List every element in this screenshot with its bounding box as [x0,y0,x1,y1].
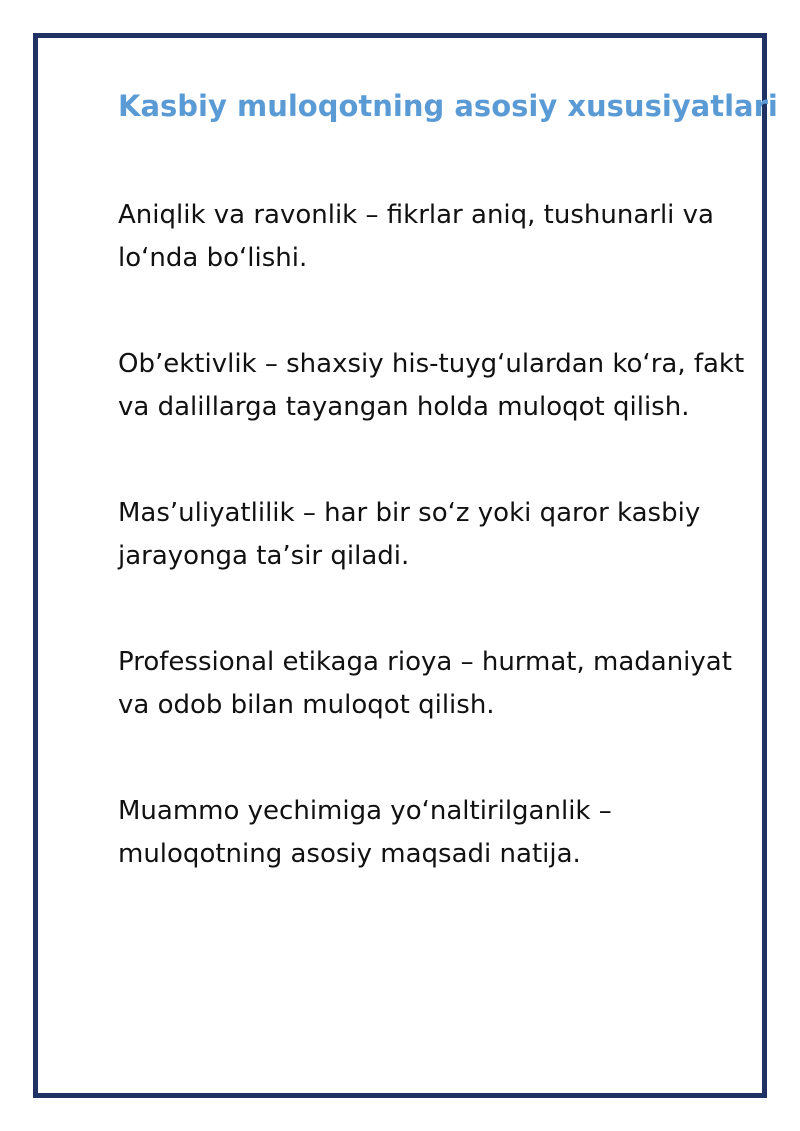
list-item-line: jarayonga ta’sir qiladi. [118,541,410,571]
document-title: Kasbiy muloqotning asosiy xususiyatlari [118,89,778,123]
list-item-line: muloqotning asosiy maqsadi natija. [118,839,581,869]
list-item-line: va dalillarga tayangan holda muloqot qilish. [118,392,690,422]
list-item [118,194,758,280]
list-item-line: Ob’ektivlik – shaxsiy his-tuyg‘ulardan ko‘ra, fakt [118,349,745,379]
page-border-frame [33,33,778,1098]
list-item [118,343,758,429]
list-item-line: Professional etikaga rioya – hurmat, madaniyat [118,647,732,677]
list-item-line: va odob bilan muloqot qilish. [118,690,495,720]
feature-list [118,194,758,876]
list-item-line: Mas’uliyatlilik – har bir so‘z yoki qaror kasbiy [118,498,701,528]
list-item-line: lo‘nda bo‘lishi. [118,243,308,273]
list-item-line: Aniqlik va ravonlik – fikrlar aniq, tushunarli va [118,200,714,230]
list-item-line: Muammo yechimiga yo‘naltirilganlik – [118,796,612,826]
list-item [118,641,758,727]
list-item [118,492,758,578]
document-content [118,88,778,876]
list-item [118,790,758,876]
